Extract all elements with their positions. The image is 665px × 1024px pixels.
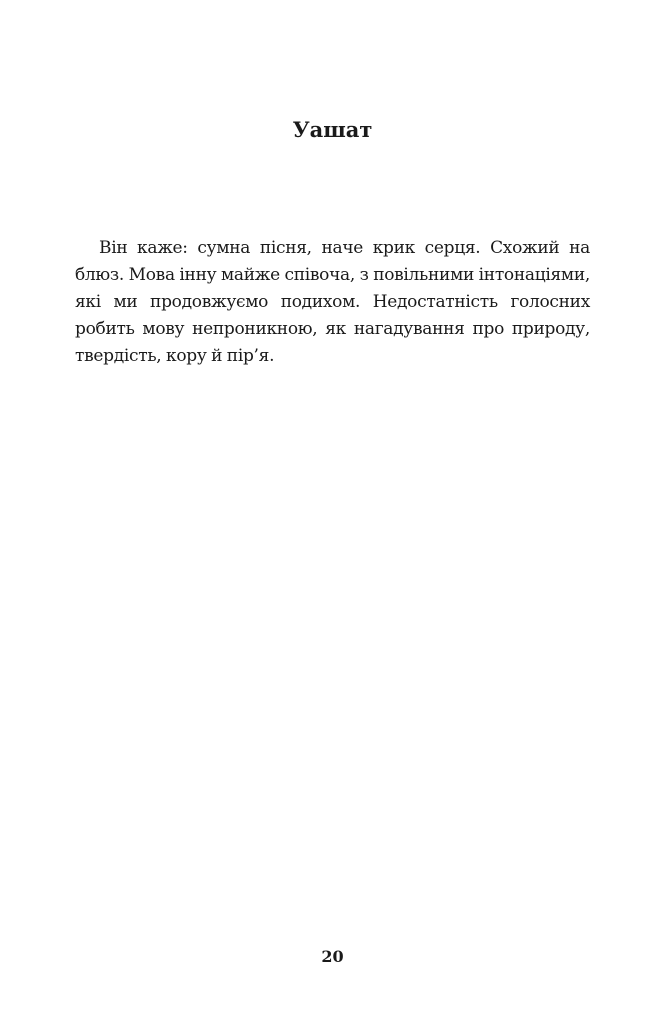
chapter-title: Уашат [292, 117, 373, 142]
body-paragraph: Він каже: сумна пісня, наче крик серця. Схожий на блюз. Мова інну майже співоча, з повільними інтонаціями, які ми продовжуємо подихом. Недостатність голосних робить мову непроникною, як нагадування про природу, твердість, кору й пір’я. [75, 238, 590, 366]
page-number: 20 [321, 947, 344, 966]
